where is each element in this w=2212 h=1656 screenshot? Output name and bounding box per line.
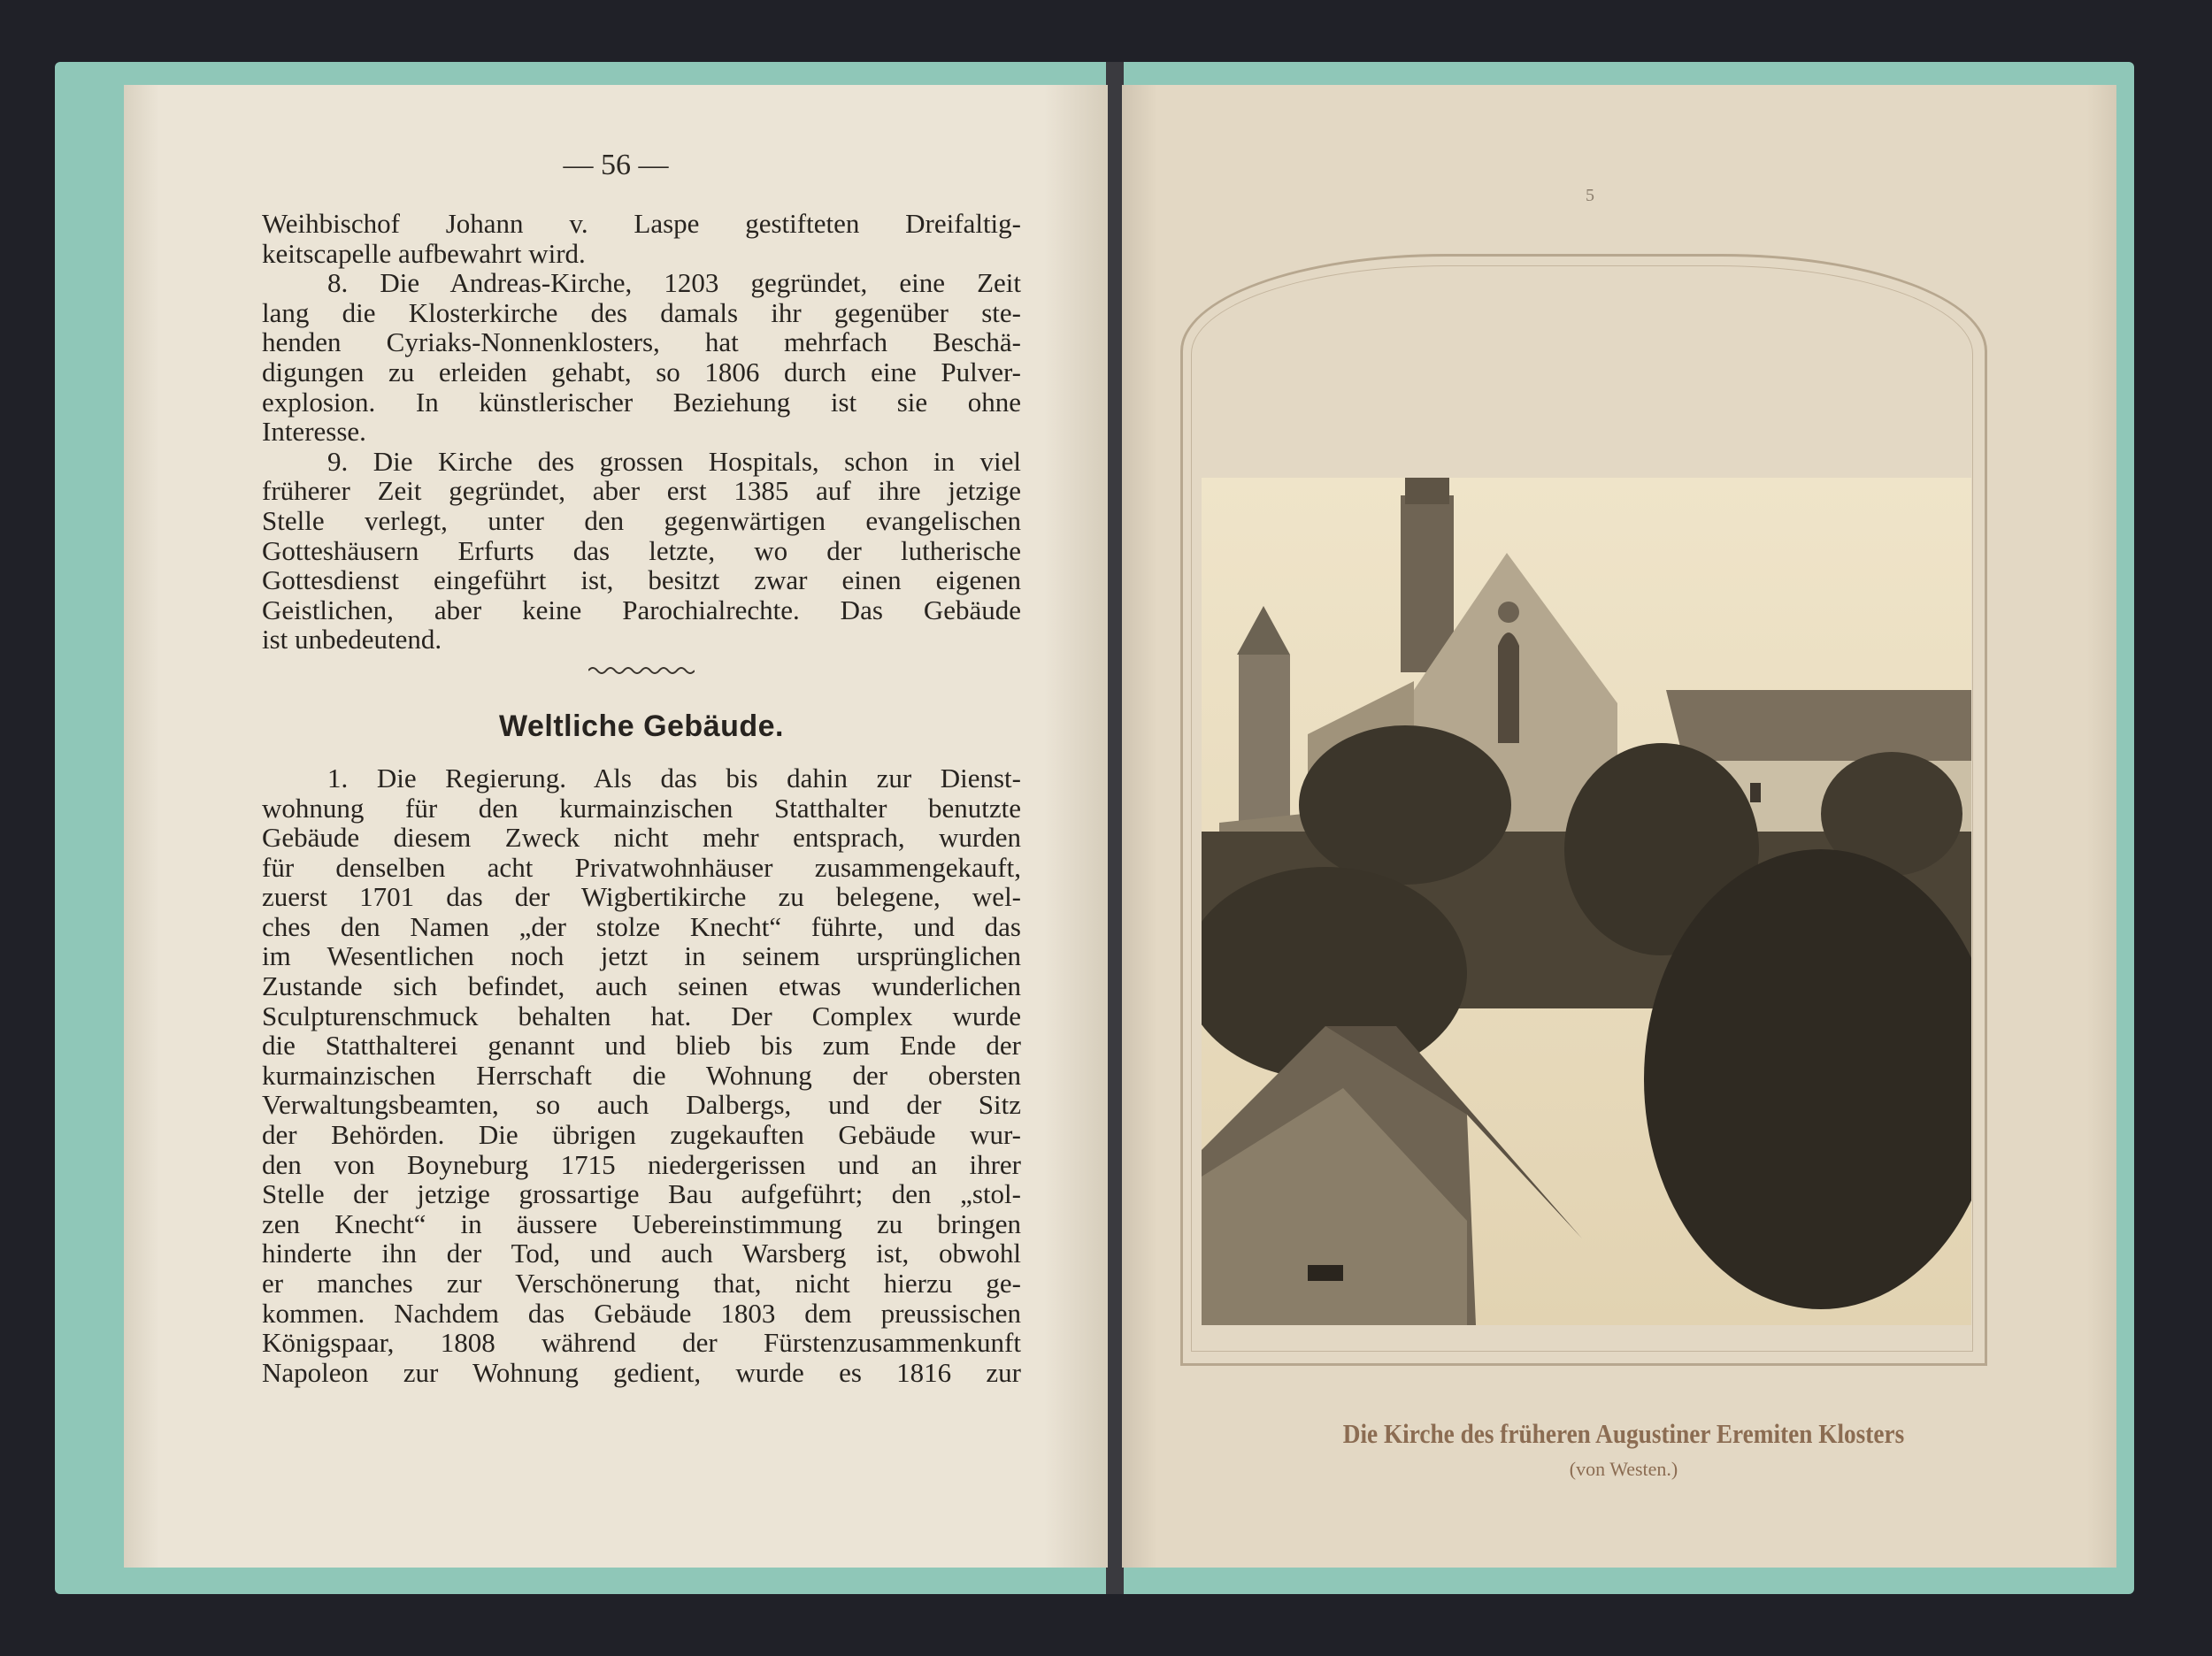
paragraphs-bottom: [262, 763, 1021, 1387]
text-line: Gottesdienst eingeführt ist, besitzt zwar einen eigenen: [262, 564, 1021, 596]
text-line: Verwaltungsbeamten, so auch Dalbergs, und der Sitz: [262, 1089, 1021, 1121]
body-text: [262, 209, 1021, 1387]
text-line: 8. Die Andreas-Kirche, 1203 gegründet, eine Zeit: [327, 267, 1021, 299]
plate-number: 5: [1586, 186, 1594, 205]
wavy-divider: [588, 662, 695, 679]
text-line: wohnung für den kurmainzischen Statthalter benutzte: [262, 792, 1021, 824]
page-number: — 56 —: [563, 149, 669, 181]
church-photograph: [1202, 478, 1971, 1325]
text-line: henden Cyriaks-Nonnenklosters, hat mehrfach Beschä-: [262, 326, 1021, 358]
photo-caption: Die Kirche des früheren Augustiner Eremiten Klosters: [1342, 1418, 1905, 1449]
text-line: ches den Namen „der stolze Knecht“ führte, und das: [262, 910, 1021, 942]
book-spine: [1106, 62, 1124, 1594]
text-line: früherer Zeit gegründet, aber erst 1385 auf ihre jetzige: [262, 475, 1021, 507]
text-line: Sculpturenschmuck behalten hat. Der Complex wurde: [262, 1000, 1021, 1031]
text-line: ist unbedeutend.: [262, 624, 442, 656]
text-line: er manches zur Verschönerung that, nicht hierzu ge-: [262, 1268, 1021, 1299]
text-line: Interesse.: [262, 416, 366, 448]
text-line: hinderte ihn der Tod, und auch Warsberg ist, obwohl: [262, 1238, 1021, 1269]
text-line: lang die Klosterkirche des damals ihr gegenüber ste-: [262, 296, 1021, 328]
text-line: kommen. Nachdem das Gebäude 1803 dem preussischen: [262, 1297, 1021, 1329]
section-heading: Weltliche Gebäude.: [498, 709, 784, 743]
text-line: den von Boyneburg 1715 niedergerissen und an ihrer: [262, 1148, 1021, 1180]
text-line: zen Knecht“ in äussere Uebereinstimmung zu bringen: [262, 1208, 1021, 1239]
text-line: 1. Die Regierung. Als das bis dahin zur Dienst-: [327, 762, 1021, 794]
text-line: der Behörden. Die übrigen zugekauften Gebäude wur-: [262, 1119, 1021, 1151]
text-line: 9. Die Kirche des grossen Hospitals, schon in viel: [327, 445, 1021, 477]
text-line: Weihbischof Johann v. Laspe gestifteten Dreifaltig-: [262, 208, 1021, 239]
text-line: Stelle der jetzige grossartige Bau aufgeführt; den „stol-: [262, 1178, 1021, 1210]
text-line: digungen zu erleiden gehabt, so 1806 durch eine Pulver-: [262, 356, 1021, 387]
text-line: keitscapelle aufbewahrt wird.: [262, 237, 586, 269]
photo-subcaption: (von Westen.): [1569, 1458, 1678, 1480]
text-line: explosion. In künstlerischer Beziehung ist sie ohne: [262, 386, 1021, 418]
text-line: die Statthalterei genannt und blieb bis zum Ende der: [262, 1030, 1021, 1062]
text-line: Napoleon zur Wohnung gedient, wurde es 1816 zur: [262, 1356, 1021, 1388]
text-line: Geistlichen, aber keine Parochialrechte. Das Gebäude: [262, 594, 1021, 625]
text-line: Königspaar, 1808 während der Fürstenzusammenkunft: [262, 1327, 1021, 1359]
text-line: Gebäude diesem Zweck nicht mehr entsprach, wurden: [262, 822, 1021, 854]
text-line: Gotteshäusern Erfurts das letzte, wo der lutherische: [262, 534, 1021, 566]
text-line: zuerst 1701 das der Wigbertikirche zu belegene, wel-: [262, 881, 1021, 913]
paragraphs-top: [262, 209, 1021, 655]
text-line: für denselben acht Privatwohnhäuser zusammengekauft,: [262, 851, 1021, 883]
text-line: Zustande sich befindet, auch seinen etwas wunderlichen: [262, 970, 1021, 1002]
text-line: im Wesentlichen noch jetzt in seinem ursprünglichen: [262, 940, 1021, 972]
text-line: kurmainzischen Herrschaft die Wohnung der obersten: [262, 1059, 1021, 1091]
text-line: Stelle verlegt, unter den gegenwärtigen evangelischen: [262, 504, 1021, 536]
